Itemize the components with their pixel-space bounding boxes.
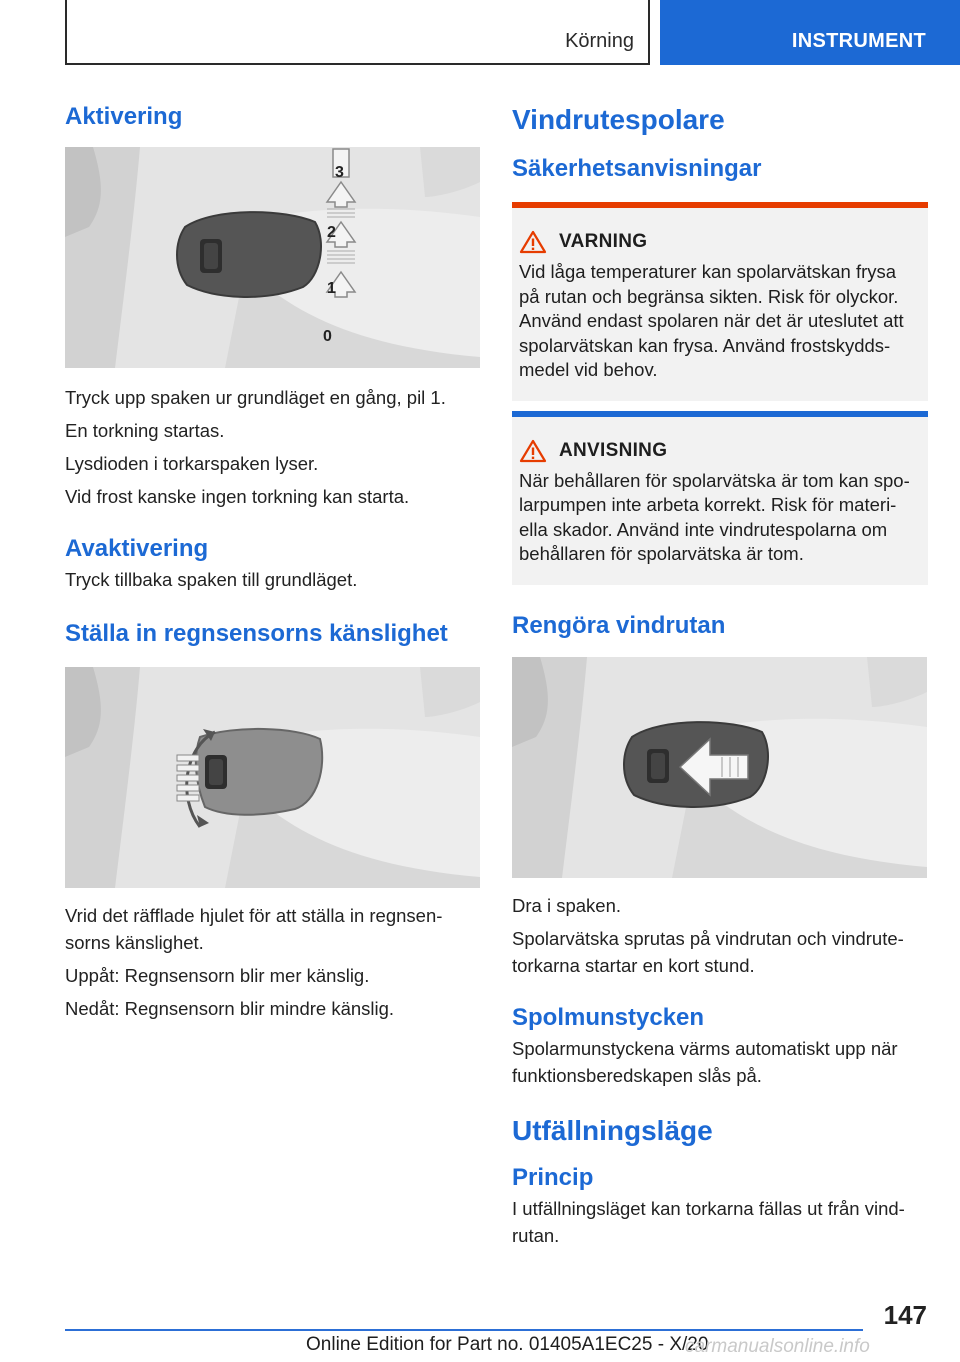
rain-sensor-wheel-illustration [65, 667, 480, 888]
warning-box [512, 202, 928, 401]
activation-result-2: Lysdioden i torkarspaken lyser. [65, 453, 319, 474]
clean-step-text: Dra i spaken. [512, 894, 621, 916]
sensitivity-up-text: Uppåt: Regnsensorn blir mer känslig. [65, 965, 370, 986]
sensitivity-text-line1: Vrid det räfflade hjulet för att ställa in regnsen- [65, 905, 443, 926]
activation-frost-note: Vid frost kanske ingen torkning kan starta. [65, 486, 410, 507]
header-chapter-tab [660, 0, 960, 65]
watermark-text: carmanualsonline.info [685, 1336, 870, 1357]
note-box [512, 411, 928, 585]
figure-label-3: 3 [335, 164, 344, 181]
figure-label-0: 0 [323, 328, 332, 345]
nozzles-heading: Spolmunstycken [512, 1003, 705, 1031]
principle-heading: Princip [512, 1163, 594, 1191]
header-chapter-label: INSTRUMENT [791, 30, 926, 52]
warning-text: Vid låga temperaturer kan spolarvätskan frysa på rutan och begränsa sikten. Risk för olyckor. Använd endast spolaren när det är uteslutet att spolarvätskan kan frysa. Använd frostskydds-medel vid behov. [519, 261, 904, 380]
right-column [512, 100, 928, 1249]
note-title: ANVISNING [559, 439, 668, 461]
washer-main-heading: Vindrutespolare [512, 104, 725, 135]
activation-step-1: Tryck upp spaken ur grundläget en gång, pil 1. [65, 387, 446, 408]
left-column [65, 100, 480, 1022]
activation-result-1: En torkning startas. [65, 420, 225, 441]
foldout-heading: Utfällningsläge [512, 1114, 713, 1146]
footer-divider [65, 1329, 863, 1331]
deactivation-text: Tryck tillbaka spaken till grundläget. [65, 569, 358, 590]
warning-title: VARNING [559, 231, 648, 252]
page-number: 147 [883, 1300, 927, 1330]
figure-label-1: 1 [327, 280, 336, 297]
wiper-lever-up-illustration [65, 147, 480, 368]
deactivation-heading: Avaktivering [65, 535, 209, 562]
sensitivity-heading: Ställa in regnsensorns känslighet [65, 620, 448, 647]
header-section-tab [65, 0, 650, 65]
notice-triangle-icon [519, 439, 547, 463]
clean-result-text: Spolarvätska sprutas på vindrutan och vindrute-torkarna startar en kort stund. [512, 927, 904, 976]
principle-text: I utfällningsläget kan torkarna fällas ut från vind-rutan. [512, 1197, 905, 1246]
footer-edition-text: Online Edition for Part no. 01405A1EC25 - X/20 [306, 1334, 709, 1355]
activation-heading: Aktivering [65, 103, 183, 130]
figure-label-2: 2 [327, 224, 336, 241]
header-section-label: Körning [565, 30, 634, 52]
nozzles-text: Spolarmunstyckena värms automatiskt upp när funktionsberedskapen slås på. [512, 1037, 898, 1086]
sensitivity-text-line2: sorns känslighet. [65, 932, 204, 953]
warning-triangle-icon [519, 230, 547, 254]
clean-windshield-heading: Rengöra vindrutan [512, 611, 726, 639]
note-text: När behållaren för spolarvätska är tom kan spo-larpumpen inte arbeta korrekt. Risk för materi-ella skador. Använd inte vindrutespolarna om behållaren för spolarvätska är tom. [519, 469, 910, 564]
safety-heading: Säkerhetsanvisningar [512, 155, 762, 182]
wiper-lever-pull-illustration [512, 657, 927, 878]
sensitivity-down-text: Nedåt: Regnsensorn blir mindre känslig. [65, 998, 395, 1019]
